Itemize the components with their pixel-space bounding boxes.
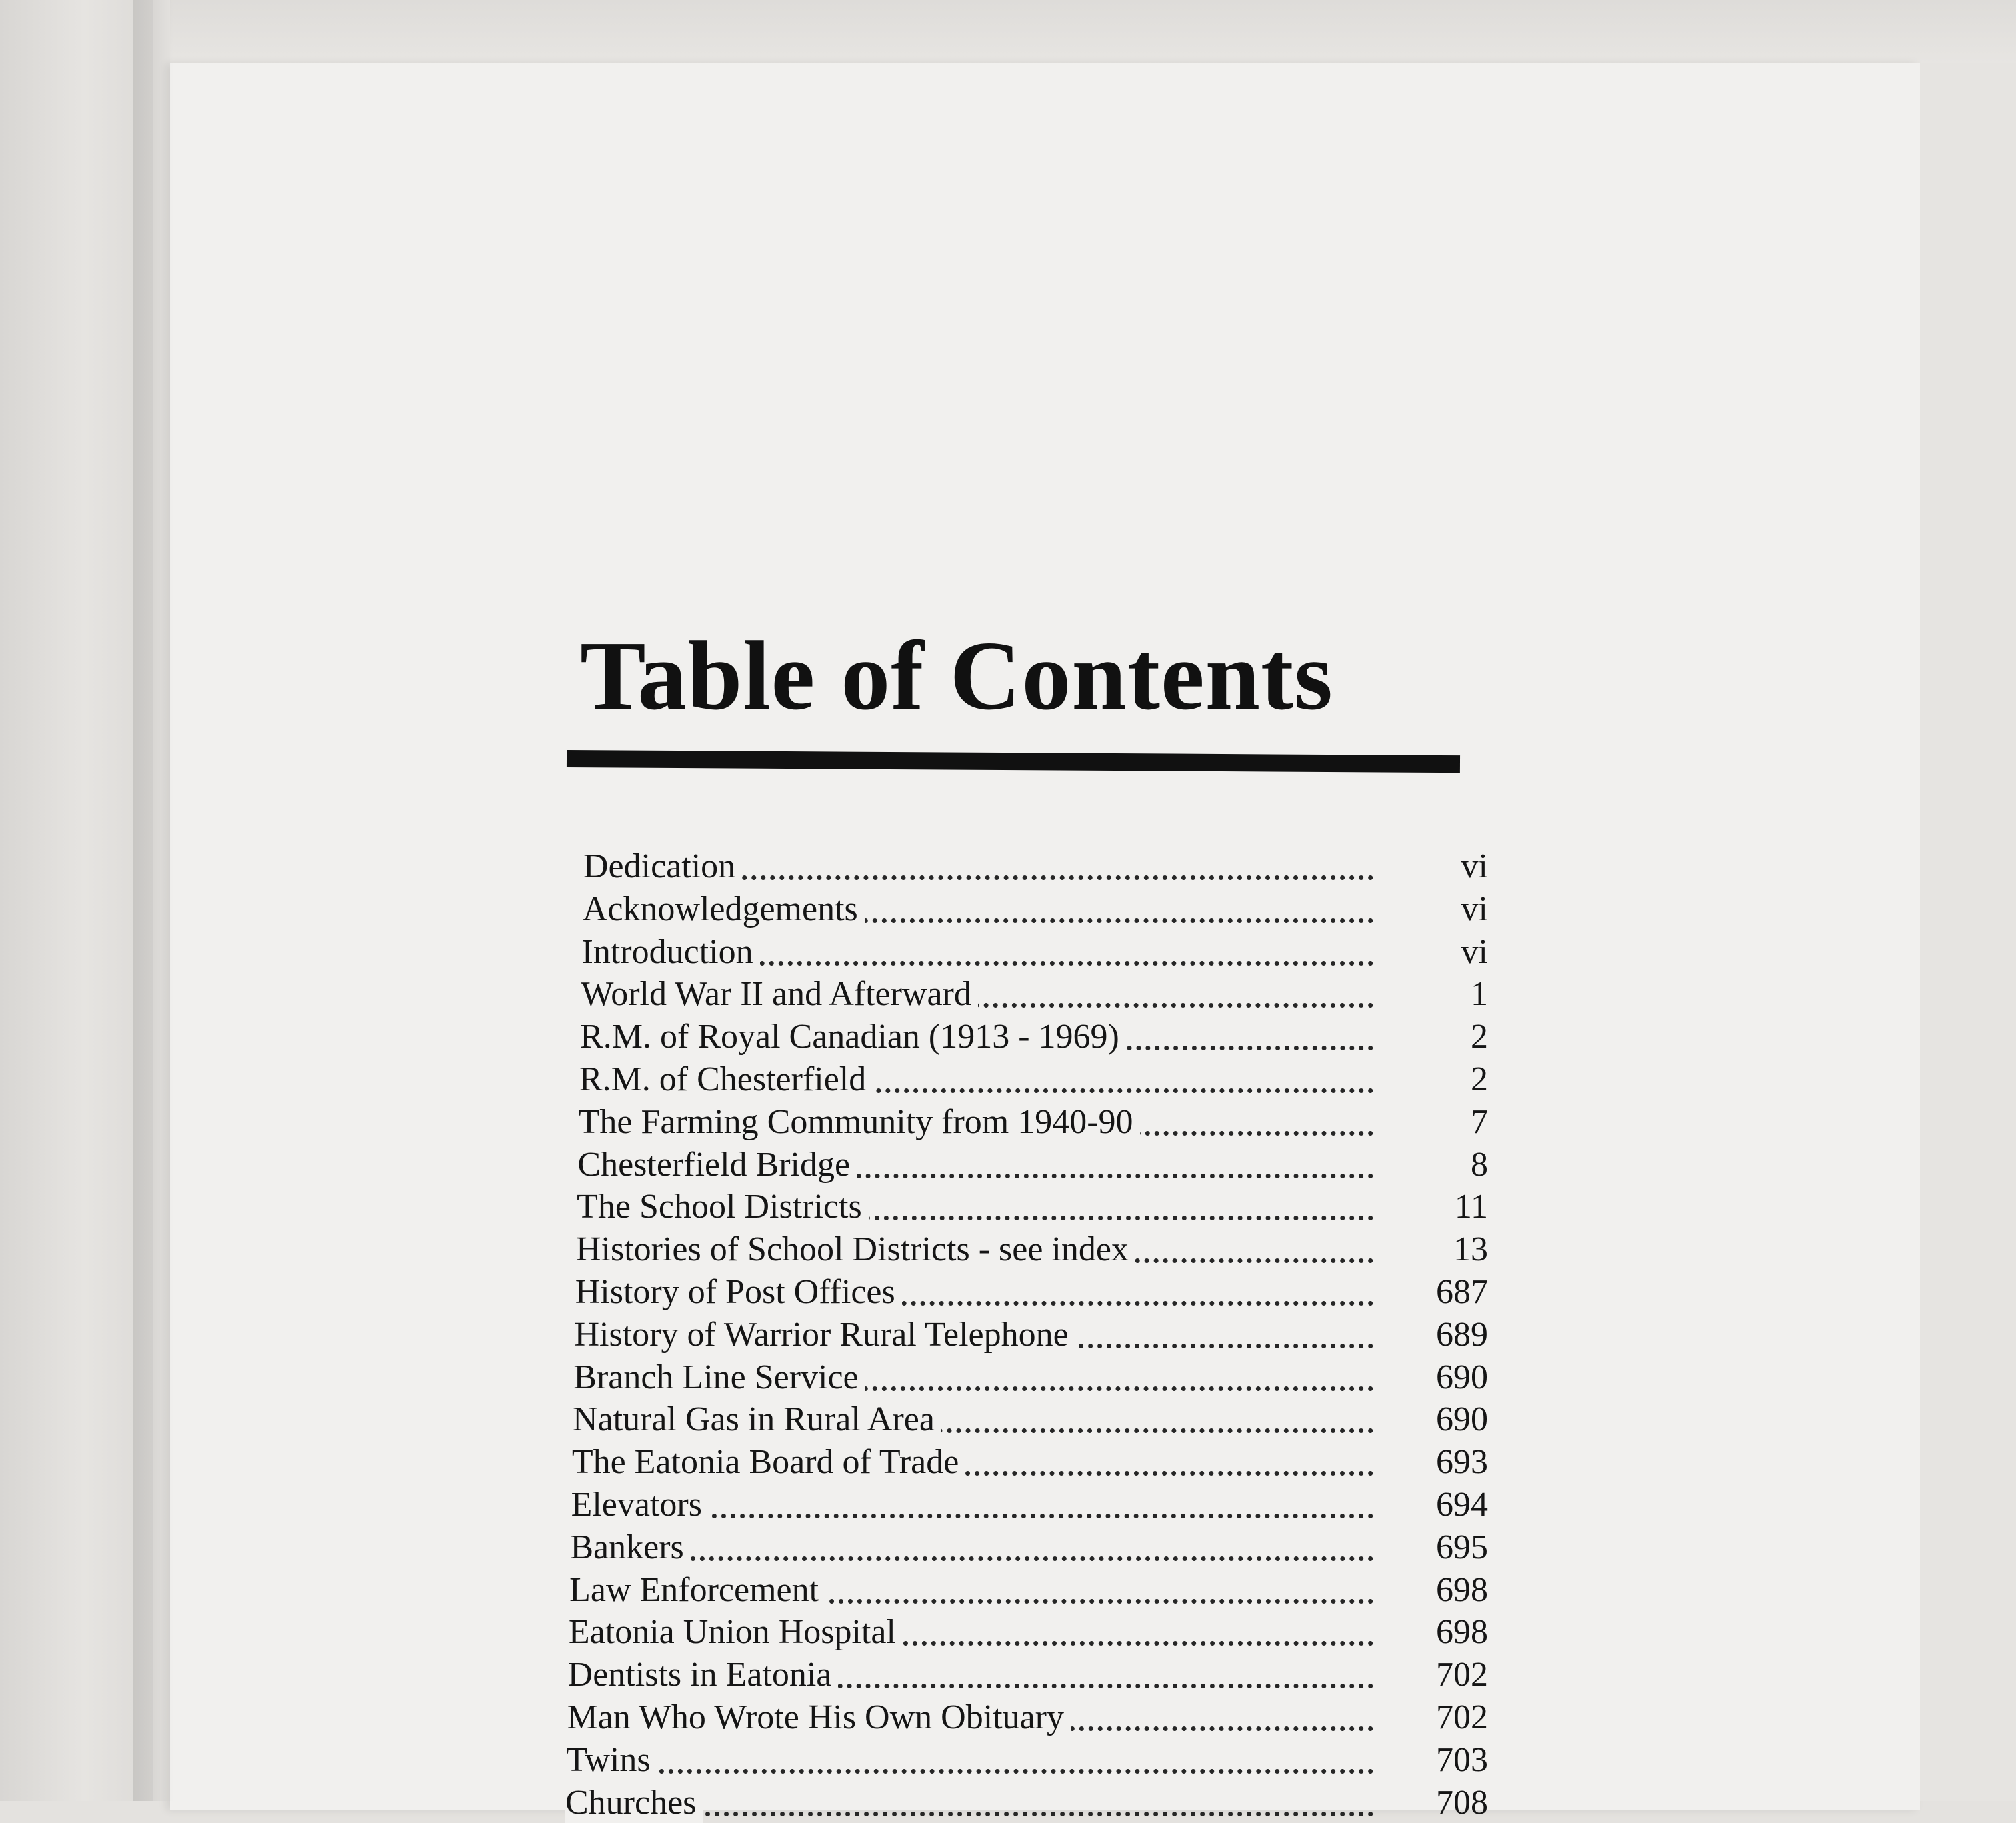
toc-entry-label: Histories of School Districts - see index bbox=[576, 1230, 1135, 1270]
toc-entry-label: R.M. of Chesterfield bbox=[579, 1060, 873, 1100]
toc-entry-page-number: 690 bbox=[1435, 1400, 1488, 1439]
toc-entry bbox=[565, 1780, 1488, 1823]
toc-entry bbox=[576, 1227, 1488, 1270]
toc-entry-label: Chesterfield Bridge bbox=[577, 1145, 857, 1185]
toc-entry-page-number: 7 bbox=[1470, 1102, 1488, 1141]
toc-entry bbox=[579, 1100, 1488, 1142]
toc-entry-page-number: 1 bbox=[1470, 975, 1488, 1014]
toc-entry-page-number: 698 bbox=[1435, 1613, 1488, 1652]
toc-entry-page-number: 693 bbox=[1435, 1443, 1488, 1482]
toc-entry bbox=[582, 930, 1488, 972]
toc-entry bbox=[577, 1142, 1488, 1185]
toc-entry-page-number: 687 bbox=[1435, 1273, 1488, 1311]
toc-entry-label: Introduction bbox=[582, 932, 760, 972]
toc-entry-label: The Farming Community from 1940-90 bbox=[579, 1102, 1140, 1142]
toc-entry bbox=[577, 1184, 1488, 1227]
toc-entry-label: Acknowledgements bbox=[583, 889, 865, 930]
toc-entry bbox=[569, 1568, 1488, 1610]
toc-entry-page-number: 13 bbox=[1453, 1230, 1488, 1269]
toc-entry-label: Elevators bbox=[571, 1485, 709, 1525]
toc-entry-page-number: 2 bbox=[1470, 1060, 1488, 1098]
toc-entry bbox=[568, 1652, 1488, 1695]
toc-entry-page-number: 695 bbox=[1435, 1528, 1488, 1566]
toc-entry-label: Dentists in Eatonia bbox=[568, 1655, 839, 1695]
toc-entry-page-number: 690 bbox=[1435, 1358, 1488, 1396]
toc-entry-label: Churches bbox=[565, 1783, 703, 1823]
toc-entry-page-number: 689 bbox=[1436, 1315, 1488, 1354]
toc-entry-label: Twins bbox=[566, 1740, 657, 1780]
dot-leader bbox=[570, 1550, 1373, 1561]
toc-entry-label: World War II and Afterward bbox=[581, 974, 978, 1014]
toc-entry-label: History of Warrior Rural Telephone bbox=[575, 1315, 1075, 1355]
toc-entry bbox=[569, 1610, 1488, 1652]
toc-entry bbox=[573, 1355, 1488, 1398]
toc-entry-label: The School Districts bbox=[577, 1187, 869, 1227]
dot-leader bbox=[566, 1762, 1373, 1774]
toc-entry-page-number: 703 bbox=[1435, 1740, 1488, 1779]
toc-entry bbox=[583, 887, 1488, 930]
toc-entry-label: Eatonia Union Hospital bbox=[569, 1612, 903, 1652]
toc-entry-label: Man Who Wrote His Own Obituary bbox=[567, 1698, 1071, 1738]
toc-entry bbox=[572, 1440, 1488, 1482]
toc-entry bbox=[583, 844, 1488, 887]
toc-entry-label: Law Enforcement bbox=[569, 1570, 825, 1610]
toc-entry bbox=[581, 972, 1488, 1014]
toc-entry bbox=[580, 1014, 1488, 1057]
toc-entry-page-number: 708 bbox=[1436, 1783, 1488, 1822]
toc-entry bbox=[570, 1525, 1488, 1568]
toc-entry bbox=[579, 1057, 1488, 1100]
toc-entry bbox=[575, 1270, 1488, 1312]
toc-entry-label: The Eatonia Board of Trade bbox=[572, 1442, 966, 1482]
toc-entry bbox=[573, 1397, 1488, 1440]
toc-entry bbox=[571, 1482, 1488, 1525]
toc-entry-page-number: 702 bbox=[1435, 1656, 1488, 1694]
toc-entry-page-number: 8 bbox=[1470, 1145, 1488, 1184]
toc-entry-page-number: vi bbox=[1461, 889, 1488, 928]
toc-entry bbox=[567, 1695, 1488, 1738]
toc-entry-page-number: vi bbox=[1461, 932, 1488, 971]
toc-entry-page-number: 702 bbox=[1435, 1698, 1488, 1736]
toc-entry bbox=[566, 1738, 1488, 1780]
toc-entry-page-number: 694 bbox=[1435, 1486, 1488, 1524]
toc-entry bbox=[575, 1312, 1489, 1355]
toc-entry-label: R.M. of Royal Canadian (1913 - 1969) bbox=[580, 1017, 1126, 1057]
toc-entry-page-number: vi bbox=[1461, 847, 1488, 885]
toc-entry-label: Bankers bbox=[570, 1528, 690, 1568]
page-title: Table of Contents bbox=[580, 621, 1333, 731]
toc-entry-page-number: 698 bbox=[1435, 1570, 1488, 1609]
toc-entry-page-number: 2 bbox=[1470, 1018, 1488, 1056]
toc-entry-label: Branch Line Service bbox=[573, 1358, 865, 1398]
toc-entry-label: Natural Gas in Rural Area bbox=[573, 1400, 941, 1440]
toc-entry-label: Dedication bbox=[583, 847, 742, 887]
toc-entry-page-number: 11 bbox=[1454, 1188, 1488, 1226]
toc-entry-label: History of Post Offices bbox=[575, 1272, 902, 1312]
